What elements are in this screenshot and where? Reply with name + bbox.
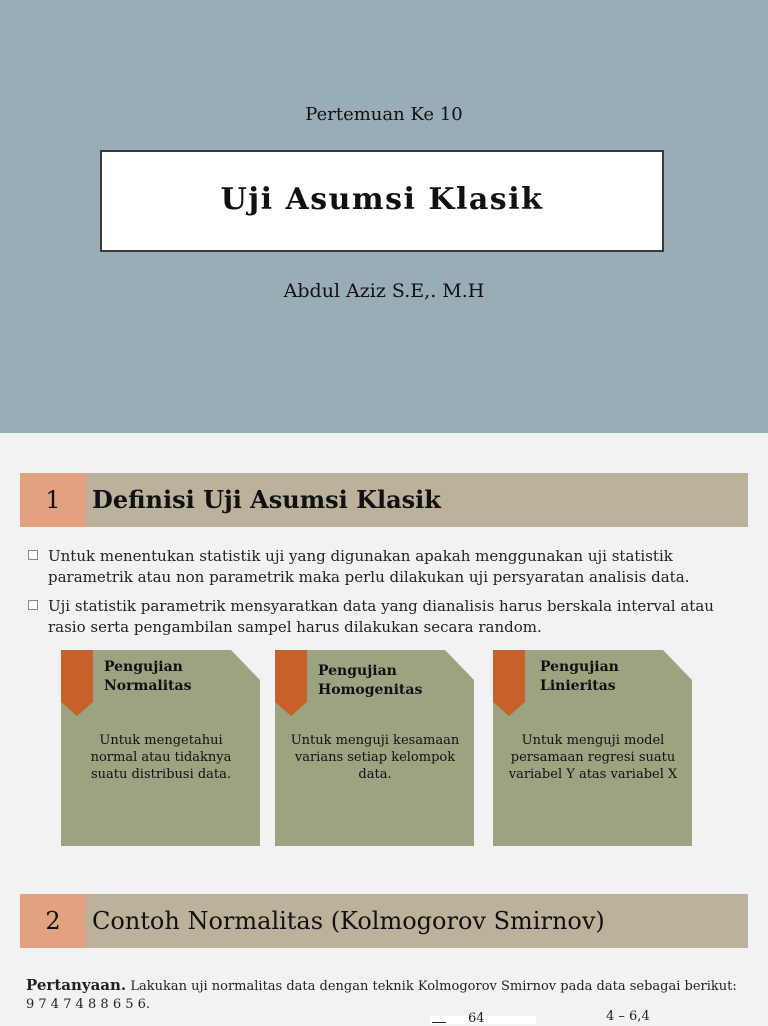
card-description: Untuk menguji model persamaan regresi suatu variabel Y atas variabel X (508, 733, 678, 782)
section-title-bar (86, 894, 748, 948)
card-normalitas (61, 650, 260, 846)
formula-value: 64 (468, 1011, 485, 1026)
formula-bar (432, 1022, 446, 1023)
question-label: Pertanyaan. (26, 976, 127, 994)
question-body: Lakukan uji normalitas data dengan teknik Kolmogorov Smirnov pada data sebagai berikut: 9 7 4 7 4 8 8 6 5 6. (26, 979, 737, 1012)
card-title: Pengujian Homogenitas (318, 663, 423, 698)
section-number: 1 (20, 473, 86, 527)
bullet-item: Untuk menentukan statistik uji yang digunakan apakah menggunakan uji statistik parametrik atau non parametrik maka perlu dilakukan uji persyaratan analisis data. (26, 546, 746, 588)
section-title-bar (86, 473, 748, 527)
card-description: Untuk mengetahui normal atau tidaknya suatu distribusi data. (90, 733, 232, 782)
meeting-label: Pertemuan Ke 10 (305, 104, 463, 125)
title-slide (0, 0, 768, 433)
card-homogenitas (275, 650, 474, 846)
card-title: Pengujian Normalitas (104, 659, 192, 694)
checkbox-bullet-icon (28, 550, 38, 560)
title-box (100, 150, 664, 252)
section-title: Definisi Uji Asumsi Klasik (92, 485, 441, 514)
card-description: Untuk menguji kesamaan varians setiap kelompok data. (290, 733, 460, 782)
card-title: Pengujian Linieritas (540, 659, 619, 694)
checkbox-bullet-icon (28, 600, 38, 610)
section-title: Contoh Normalitas (Kolmogorov Smirnov) (92, 907, 605, 935)
card-linieritas (493, 650, 692, 846)
section-number: 2 (20, 894, 86, 948)
formula-value: 4 – 6,4 (606, 1009, 650, 1024)
content-slide (0, 433, 768, 1024)
author-name: Abdul Aziz S.E,. M.H (283, 280, 485, 302)
bullet-item: Uji statistik parametrik mensyaratkan data yang dianalisis harus berskala interval atau rasio serta pengambilan sampel harus dilakukan secara random. (26, 596, 746, 638)
slide-title: Uji Asumsi Klasik (220, 182, 544, 217)
